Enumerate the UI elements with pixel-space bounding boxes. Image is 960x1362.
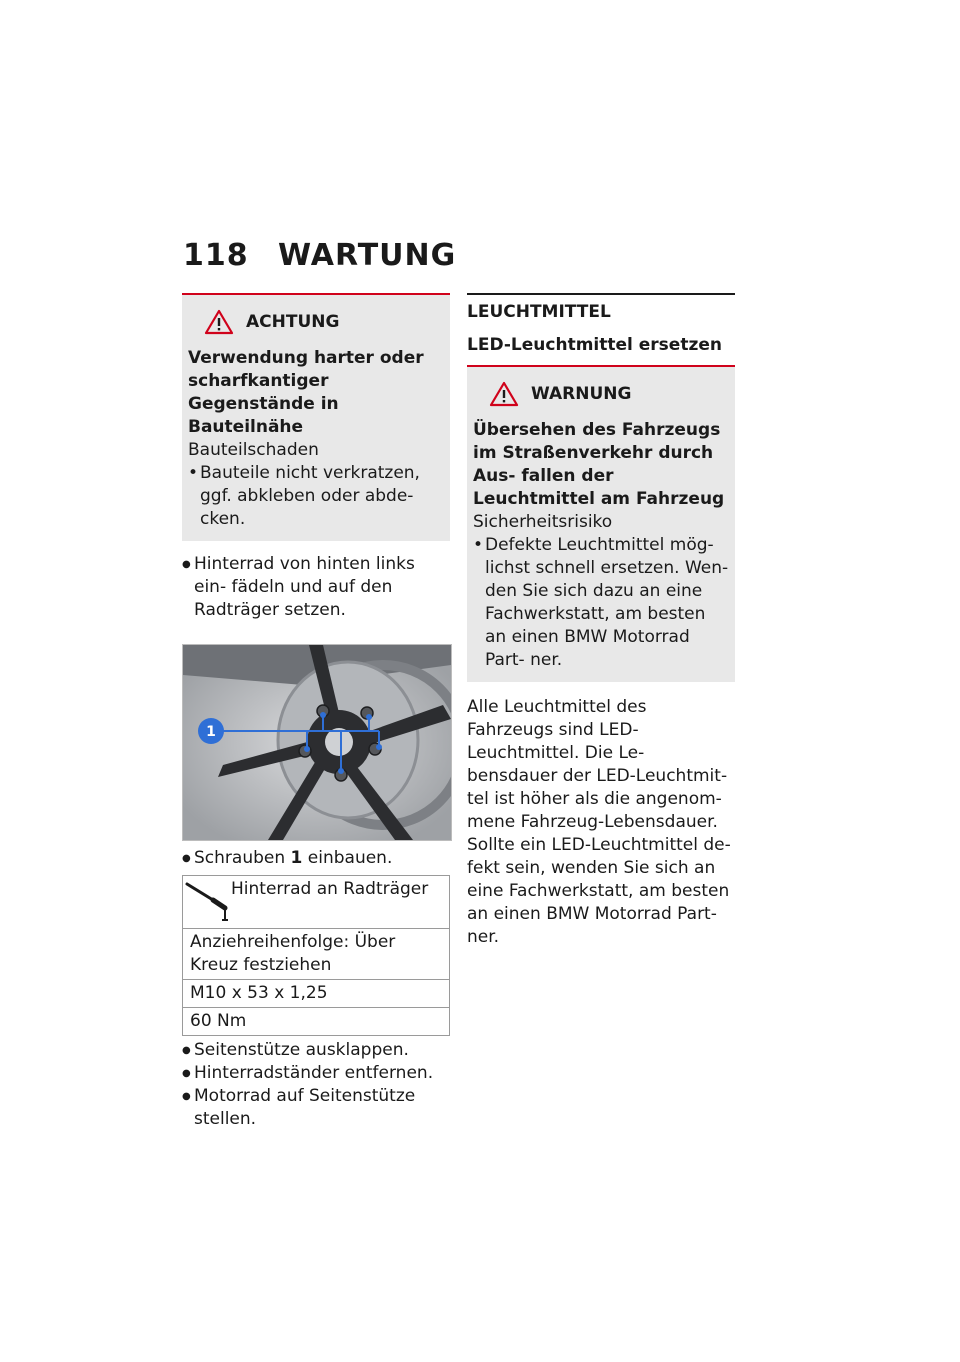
step-fold-out-stand: ● Seitenstütze ausklappen. — [182, 1039, 450, 1062]
warning-heading: Übersehen des Fahrzeugs im Straßenverkehr durch Aus- fallen der Leuchtmittel am Fahrzeug — [473, 420, 725, 509]
torque-table-header — [183, 876, 449, 928]
step-install-bolts — [182, 847, 450, 870]
warning-title — [489, 381, 729, 407]
caution-heading: Verwendung harter oder scharfkantiger Gegenstände in Bauteilnähe — [188, 348, 424, 437]
caution-label: ACHTUNG — [246, 311, 340, 332]
wheel-hub-illustration — [183, 645, 451, 840]
subsection-title: LED-Leuchtmittel ersetzen — [467, 335, 722, 355]
step-place-on-sidestand: ● Motorrad auf Seitenstütze stellen. — [182, 1085, 450, 1131]
warning-label: WARNUNG — [531, 383, 632, 404]
chapter-title: WARTUNG — [278, 238, 457, 273]
caution-title — [204, 309, 444, 335]
callout-number: 1 — [206, 724, 216, 740]
torque-row: Anziehreihenfolge: Über Kreuz festziehen — [183, 928, 449, 979]
torque-row: 60 Nm — [183, 1007, 449, 1035]
step2-post: einbauen. — [302, 848, 393, 868]
torque-spec-table — [182, 875, 450, 1036]
page-number: 118 — [183, 238, 249, 273]
warning-triangle-icon — [489, 381, 519, 407]
warning-bullet: • Defekte Leuchtmittel mög- lichst schnell ersetzen. Wen- den Sie sich dazu an eine Fachwerkstatt, am besten an einen BMW Motorrad Part- ner. — [473, 534, 729, 672]
right-column — [467, 293, 735, 949]
step-thread-wheel: ● Hinterrad von hinten links ein- fädeln und auf den Radträger setzen. — [182, 553, 450, 622]
torque-wrench-icon — [183, 876, 231, 926]
wheel-hub-figure — [182, 644, 452, 841]
step2-ref: 1 — [290, 848, 303, 868]
page-header — [183, 238, 456, 273]
torque-row: M10 x 53 x 1,25 — [183, 979, 449, 1007]
section-rule — [467, 293, 735, 295]
warning-box — [467, 365, 735, 682]
caution-bullet: • Bauteile nicht verkratzen, ggf. abkleben oder abde- cken. — [188, 462, 444, 531]
warning-triangle-icon — [204, 309, 234, 335]
caution-consequence: Bauteilschaden — [188, 440, 319, 460]
left-column — [182, 293, 450, 1131]
step-remove-rear-stand: ● Hinterradständer entfernen. — [182, 1062, 450, 1085]
caution-box — [182, 293, 450, 541]
warning-consequence: Sicherheitsrisiko — [473, 512, 613, 532]
step2-pre: Schrauben — [194, 848, 291, 868]
section-title: LEUCHTMITTEL — [467, 302, 611, 322]
led-info-paragraph: Alle Leuchtmittel des Fahrzeugs sind LED-Leuchtmittel. Die Le- bensdauer der LED-Leuchtmit- tel ist höher als die angenom- mene Fahrzeug-Lebensdauer. Sollte ein LED-Leuchtmittel de- fekt sein, wenden Sie sich an eine Fachwerkstatt, am besten an einen BMW Motorrad Part- ner. — [467, 697, 731, 947]
torque-title: Hinterrad an Radträger — [231, 879, 429, 899]
